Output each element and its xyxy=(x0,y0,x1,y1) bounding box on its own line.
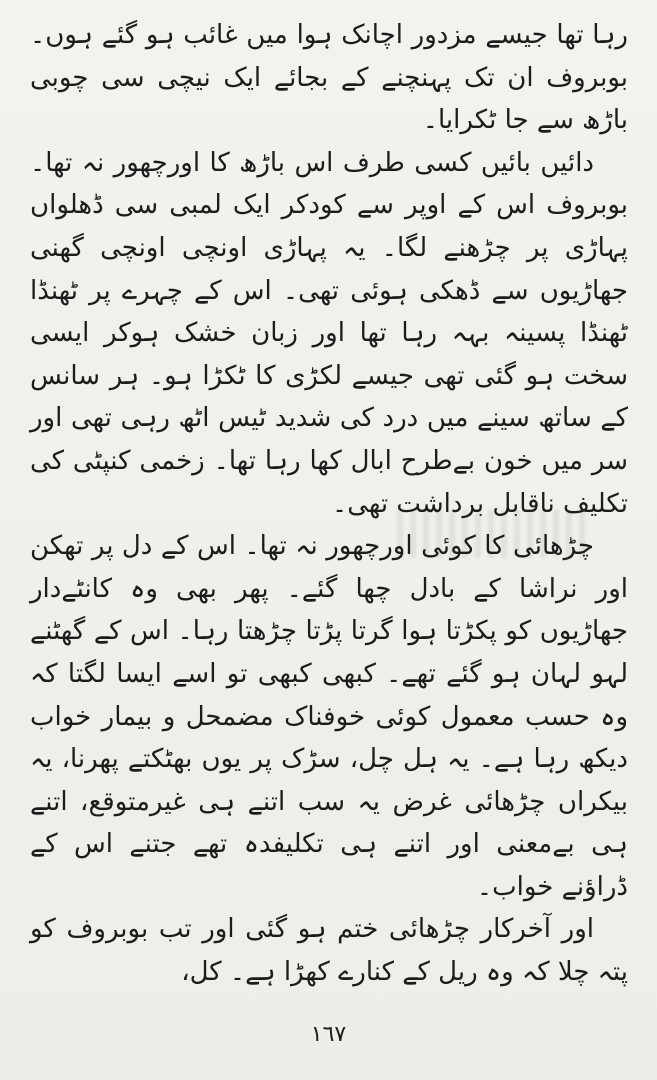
paragraph-2: دائیں بائیں کسی طرف اس باڑھ کا اورچھور نہ تھا۔ بوبروف اس کے اوپر سے کودکر ایک لمبی سی ڈھلواں پہاڑی پر چڑھنے لگا۔ یہ پہاڑی اونچی اونچی گھنی جھاڑیوں سے ڈھکی ہوئی تھی۔ اس کے چہرے پر ٹھنڈا ٹھنڈا پسینہ بہہ رہا تھا اور زبان خشک ہوکر ایسی سخت ہو گئی تھی جیسے لکڑی کا ٹکڑا ہو۔ ہر سانس کے ساتھ سینے میں درد کی شدید ٹیس اٹھ رہی تھی اور سر میں خون بےطرح ابال کھا رہا تھا۔ زخمی کنپٹی کی تکلیف ناقابل برداشت تھی۔ xyxy=(30,147,628,519)
page-number: ۱٦٧ xyxy=(310,1022,347,1047)
paragraph-4: اور آخرکار چڑھائی ختم ہو گئی اور تب بوبروف کو پتہ چلا کہ وہ ریل کے کنارے کھڑا ہے۔ کل، xyxy=(30,914,628,988)
body-text xyxy=(30,14,628,994)
paragraph-1: رہا تھا جیسے مزدور اچانک ہوا میں غائب ہو گئے ہوں۔ بوبروف ان تک پہنچنے کے بجائے ایک نیچی سی چوبی باڑھ سے جا ٹکرایا۔ xyxy=(30,20,628,136)
paragraph-3: چڑھائی کا کوئی اورچھور نہ تھا۔ اس کے دل پر تھکن اور نراشا کے بادل چھا گئے۔ پھر بھی وہ کانٹےدار جھاڑیوں کو پکڑتا ہوا گرتا پڑتا چڑھتا رہا۔ اس کے گھٹنے لہو لہان ہو گئے تھے۔ کبھی کبھی تو اسے ایسا لگتا کہ وہ حسب معمول کوئی خوفناک مضمحل و بیمار خواب دیکھ رہا ہے۔ یہ ہل چل، سڑک پر یوں بھٹکتے پھرنا، یہ بیکراں چڑھائی غرض یہ سب اتنے ہی غیرمتوقع، اتنے ہی بےمعنی اور اتنے ہی تکلیفدہ تھے جتنے اس کے ڈراؤنے خواب۔ xyxy=(30,531,628,902)
